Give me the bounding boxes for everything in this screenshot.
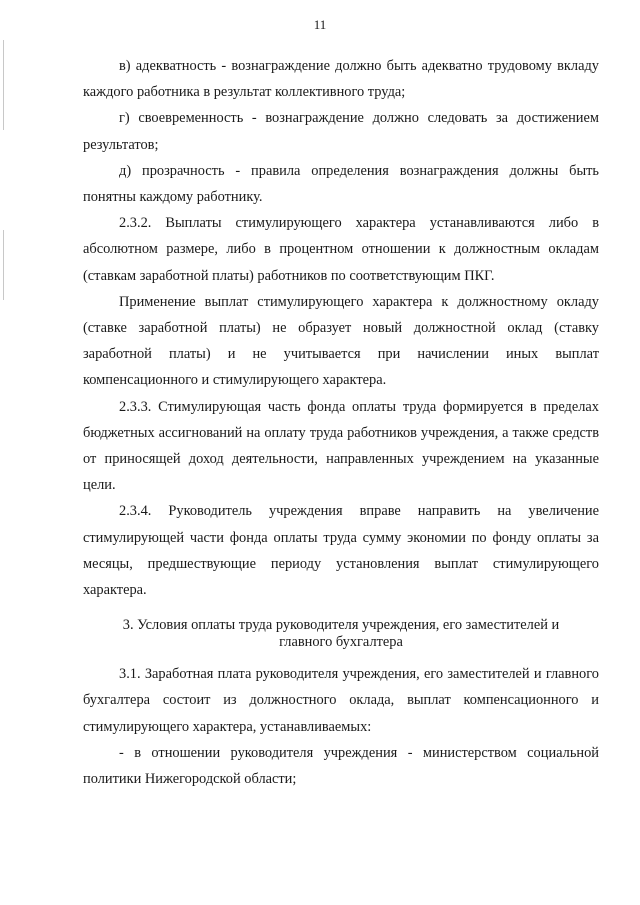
section-heading <box>83 617 599 651</box>
paragraph-2-3-3: 2.3.3. Стимулирующая часть фонда оплаты труда формируется в пределах бюджетных ассигнований на оплату труда работников учреждения, а также средств от приносящей доход деятельности, направленных учреждением на указанные цели. <box>83 398 599 494</box>
paragraph-stimulating-application: Применение выплат стимулирующего характера к должностному окладу (ставке заработной платы) не образует новый должностной оклад (ставку заработной платы) и не учитывается при начислении иных выплат компенсационного и стимулирующего характера. <box>83 293 599 389</box>
paragraph-2-3-2: 2.3.2. Выплаты стимулирующего характера устанавливаются либо в абсолютном размере, либо в процентном отношении к должностным окладам (ставкам заработной платы) работников по соответствующим ПКГ. <box>83 215 599 284</box>
paragraph-transparency: д) прозрачность - правила определения вознаграждения должны быть понятны каждому работнику. <box>83 162 599 206</box>
section-heading-line-2: главного бухгалтера <box>279 634 403 651</box>
scan-edge-mark <box>3 40 4 130</box>
scan-edge-mark <box>3 230 4 300</box>
paragraph-2-3-4: 2.3.4. Руководитель учреждения вправе направить на увеличение стимулирующей части фонда оплаты труда сумму экономии по фонду оплаты за месяцы, предшествующие периоду установления выплат стимулирующего характера. <box>83 503 599 599</box>
section-heading-line-1: 3. Условия оплаты труда руководителя учреждения, его заместителей и <box>122 617 560 634</box>
paragraph-adequacy: в) адекватность - вознаграждение должно быть адекватно трудовому вкладу каждого работника в результат коллективного труда; <box>83 58 599 101</box>
page-number: 11 <box>313 17 327 32</box>
document-body <box>83 53 599 792</box>
paragraph-3-1: 3.1. Заработная плата руководителя учреждения, его заместителей и главного бухгалтера состоит из должностного оклада, выплат компенсационного и стимулирующего характера, устанавливаемых: <box>83 666 599 735</box>
paragraph-head-of-institution: - в отношении руководителя учреждения - министерством социальной политики Нижегородской области; <box>83 744 599 788</box>
paragraph-timeliness: г) своевременность - вознаграждение должно следовать за достижением результатов; <box>83 110 599 153</box>
